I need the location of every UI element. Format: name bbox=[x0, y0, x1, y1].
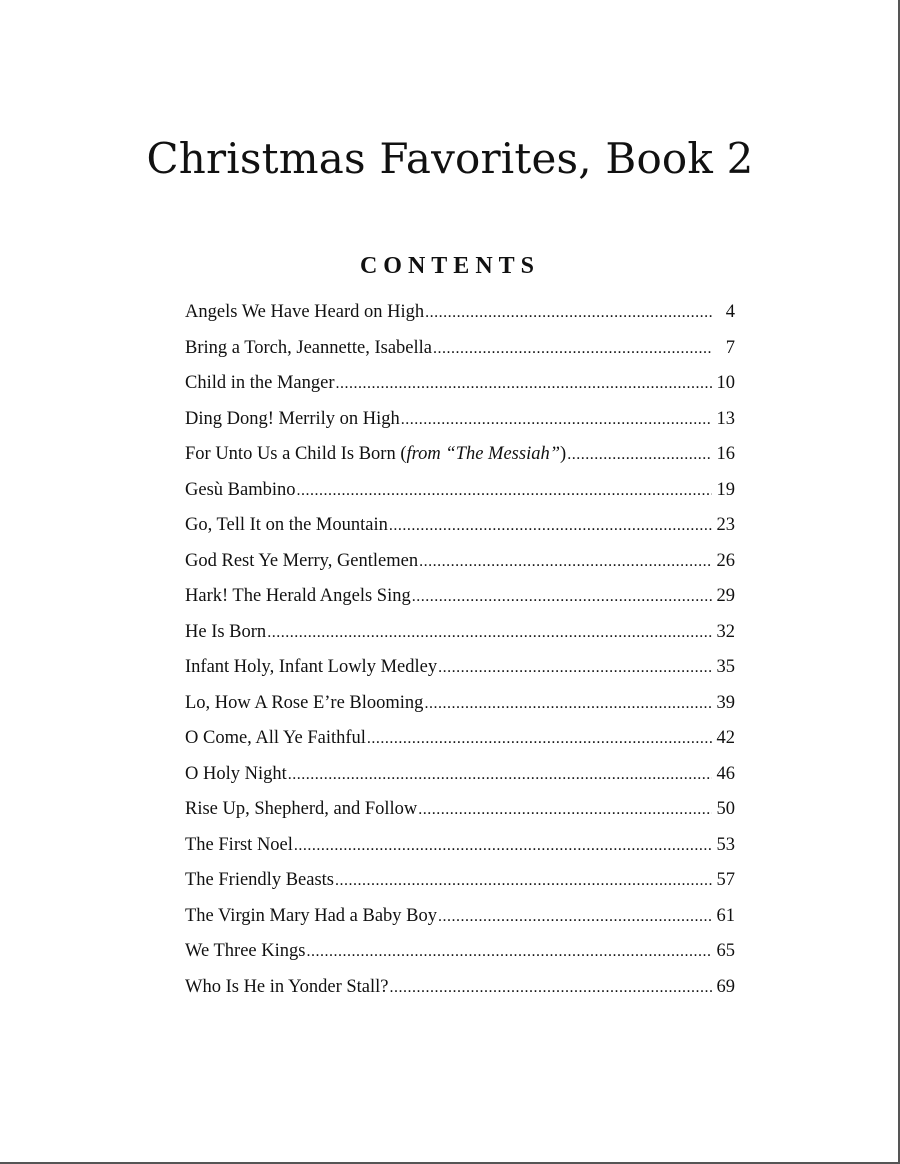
toc-dot-leader bbox=[296, 473, 712, 509]
toc-dot-leader bbox=[433, 331, 712, 367]
toc-entry-page: 39 bbox=[716, 692, 735, 713]
toc-entry-page: 4 bbox=[725, 302, 735, 322]
toc-entry[interactable] bbox=[185, 650, 735, 686]
table-of-contents bbox=[185, 295, 735, 1005]
toc-entry-title: O Come, All Ye Faithful bbox=[185, 728, 366, 748]
toc-dot-leader bbox=[412, 579, 712, 615]
toc-dot-leader bbox=[425, 295, 712, 331]
toc-dot-leader bbox=[367, 721, 712, 757]
toc-entry[interactable] bbox=[185, 508, 735, 544]
toc-entry-page: 26 bbox=[716, 550, 735, 571]
toc-entry-page: 23 bbox=[716, 515, 735, 535]
toc-entry-title bbox=[185, 437, 566, 473]
toc-entry[interactable] bbox=[185, 757, 735, 793]
toc-entry-page: 69 bbox=[716, 976, 735, 997]
toc-entry[interactable] bbox=[185, 863, 735, 899]
toc-entry[interactable] bbox=[185, 402, 735, 438]
toc-entry-page: 13 bbox=[716, 408, 735, 429]
toc-dot-leader bbox=[294, 828, 712, 864]
toc-entry-title: Hark! The Herald Angels Sing bbox=[185, 586, 411, 606]
toc-entry-page: 7 bbox=[725, 337, 735, 358]
toc-entry-title-end: ) bbox=[560, 444, 567, 464]
toc-entry-page: 35 bbox=[716, 657, 735, 677]
toc-dot-leader bbox=[401, 402, 712, 438]
toc-entry[interactable] bbox=[185, 828, 735, 864]
toc-entry[interactable] bbox=[185, 615, 735, 651]
toc-entry-title: We Three Kings bbox=[185, 941, 306, 961]
toc-entry-title: Who Is He in Yonder Stall? bbox=[185, 976, 389, 997]
toc-dot-leader bbox=[389, 508, 712, 544]
toc-entry[interactable] bbox=[185, 544, 735, 580]
toc-entry[interactable] bbox=[185, 295, 735, 331]
toc-entry-title: Rise Up, Shepherd, and Follow bbox=[185, 799, 418, 819]
toc-entry[interactable] bbox=[185, 437, 735, 473]
toc-entry-title: The Friendly Beasts bbox=[185, 870, 335, 890]
toc-entry-page: 42 bbox=[716, 728, 735, 748]
toc-entry-title: Infant Holy, Infant Lowly Medley bbox=[185, 657, 438, 677]
toc-entry[interactable] bbox=[185, 721, 735, 757]
toc-entry-page: 29 bbox=[716, 586, 735, 606]
toc-entry[interactable] bbox=[185, 366, 735, 402]
toc-dot-leader bbox=[424, 686, 712, 722]
toc-entry-title: Lo, How A Rose E’re Blooming bbox=[185, 692, 424, 713]
toc-entry-page: 10 bbox=[716, 373, 735, 393]
toc-entry[interactable] bbox=[185, 331, 735, 367]
toc-entry-title-main: For Unto Us a Child Is Born ( bbox=[185, 444, 407, 464]
toc-entry[interactable] bbox=[185, 899, 735, 935]
toc-entry[interactable] bbox=[185, 473, 735, 509]
toc-dot-leader bbox=[267, 615, 712, 651]
toc-dot-leader bbox=[419, 544, 712, 580]
toc-entry-page: 19 bbox=[716, 479, 735, 500]
toc-entry-title-italic: from “The Messiah” bbox=[406, 444, 561, 464]
toc-entry-page: 46 bbox=[716, 763, 735, 784]
toc-entry-page: 50 bbox=[716, 799, 735, 819]
toc-entry-page: 61 bbox=[716, 905, 735, 926]
toc-entry-page: 53 bbox=[716, 834, 735, 855]
toc-dot-leader bbox=[418, 792, 712, 828]
toc-entry-title: O Holy Night bbox=[185, 763, 287, 784]
toc-entry[interactable] bbox=[185, 970, 735, 1006]
toc-entry-title: Child in the Manger bbox=[185, 373, 335, 393]
toc-entry-title: Ding Dong! Merrily on High bbox=[185, 408, 400, 429]
book-title: Christmas Favorites, Book 2 bbox=[146, 134, 754, 184]
toc-entry-title: The First Noel bbox=[185, 834, 293, 855]
toc-entry-page: 32 bbox=[716, 621, 735, 642]
toc-dot-leader bbox=[389, 970, 712, 1006]
toc-entry[interactable] bbox=[185, 579, 735, 615]
toc-entry-title: Angels We Have Heard on High bbox=[185, 302, 425, 322]
toc-dot-leader bbox=[438, 899, 712, 935]
toc-dot-leader bbox=[335, 863, 712, 899]
toc-dot-leader bbox=[336, 366, 712, 402]
toc-entry-title: Go, Tell It on the Mountain bbox=[185, 515, 388, 535]
toc-dot-leader bbox=[306, 934, 712, 970]
toc-dot-leader bbox=[288, 757, 712, 793]
toc-dot-leader bbox=[438, 650, 712, 686]
toc-entry-title: He Is Born bbox=[185, 621, 267, 642]
contents-heading: CONTENTS bbox=[359, 252, 541, 279]
toc-entry-page: 57 bbox=[716, 870, 735, 890]
toc-entry[interactable] bbox=[185, 934, 735, 970]
toc-entry-page: 65 bbox=[716, 941, 735, 961]
toc-entry[interactable] bbox=[185, 686, 735, 722]
toc-entry-page: 16 bbox=[716, 444, 735, 464]
toc-entry-title: Bring a Torch, Jeannette, Isabella bbox=[185, 337, 432, 358]
toc-entry-title: The Virgin Mary Had a Baby Boy bbox=[185, 905, 438, 926]
toc-entry-title: God Rest Ye Merry, Gentlemen bbox=[185, 550, 419, 571]
toc-entry[interactable] bbox=[185, 792, 735, 828]
toc-dot-leader bbox=[567, 437, 712, 473]
toc-entry-title: Gesù Bambino bbox=[185, 479, 296, 500]
